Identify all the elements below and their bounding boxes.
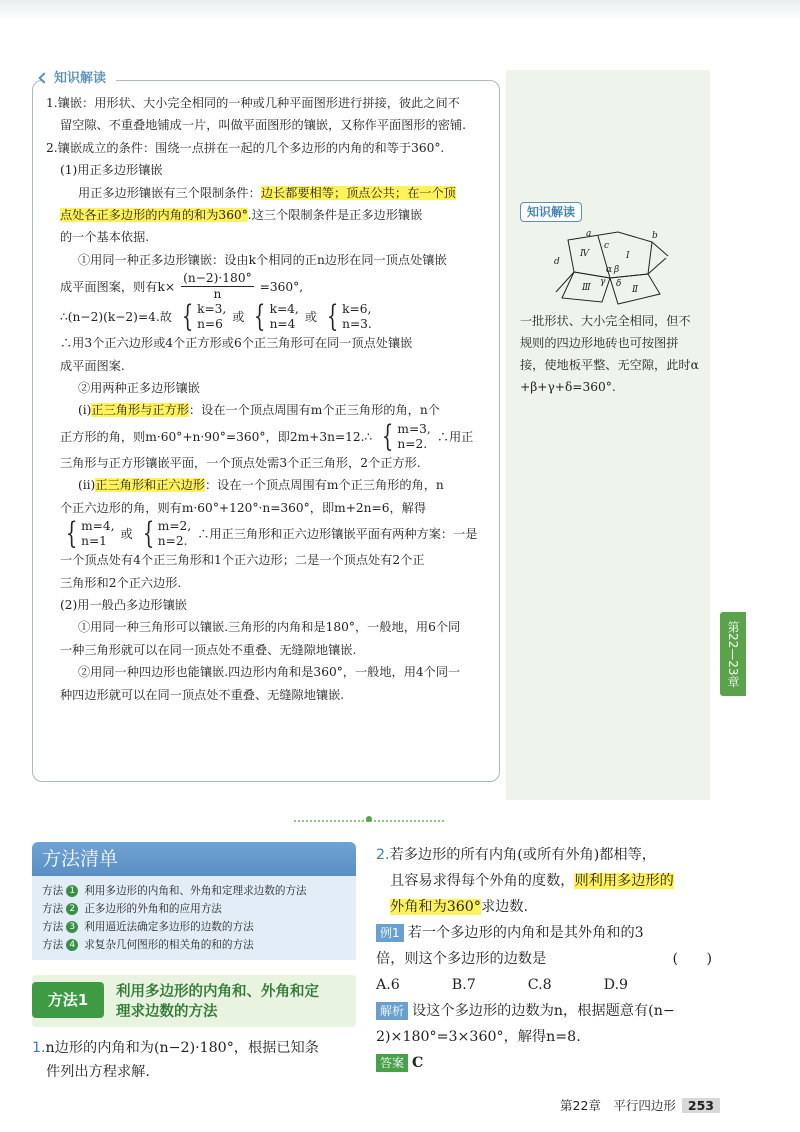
fig-label: Ⅲ bbox=[582, 283, 591, 293]
page-edge bbox=[0, 0, 800, 20]
c1-system-2 bbox=[250, 299, 299, 335]
c2i-line-2 bbox=[46, 418, 496, 454]
knowledge-content bbox=[46, 92, 496, 706]
analysis-text: 设这个多边形的边数为n，根据题意有(n− bbox=[412, 1003, 675, 1019]
options bbox=[376, 972, 712, 998]
side-note-text bbox=[520, 310, 706, 398]
c2-title: ②用两种正多边形镶嵌 bbox=[78, 381, 200, 396]
point-text: 求边数. bbox=[480, 899, 529, 915]
c2ii-hl: 正三角形和正六边形 bbox=[95, 478, 205, 493]
side-note-tag: 知识解读 bbox=[520, 202, 582, 222]
method-text: 利用多边形的内角和、外角和定理求边数的方法 bbox=[84, 885, 307, 897]
s1-line-3: 的一个基本依据. bbox=[60, 230, 150, 245]
fig-label: Ⅱ bbox=[632, 285, 639, 295]
c2i-l2-tail: ∴用正 bbox=[436, 429, 474, 444]
answer-tag: 答案 bbox=[376, 1054, 408, 1072]
sys-line: k=6, bbox=[342, 302, 372, 317]
c2ii-line-1 bbox=[46, 474, 496, 496]
side-line: 规则的四边形地砖也可按图拼 bbox=[520, 336, 679, 350]
c2i-text: ：设在一个顶点周围有m个正三角形的角，n个 bbox=[188, 403, 440, 418]
c1-frac-num: (n−2)·180° bbox=[183, 271, 252, 286]
c2i-hl: 正三角形与正方形 bbox=[91, 403, 189, 418]
c2i-l2-text: 正方形的角，则m·60°+n·90°=360°，即2m+3n=12.∴ bbox=[60, 429, 373, 444]
sys-line: k=3, bbox=[197, 302, 227, 317]
method-number-badge: 3 bbox=[66, 921, 78, 933]
fig-label: δ bbox=[616, 279, 622, 289]
example-text: 若一个多边形的内角和是其外角和的3 bbox=[407, 925, 644, 941]
c1-system-1 bbox=[178, 299, 227, 335]
method1-title bbox=[116, 982, 352, 1022]
fig-label: c bbox=[604, 241, 610, 251]
footer-chapter: 第22章 平行四边形 bbox=[560, 1098, 676, 1113]
method1-point-1 bbox=[32, 1036, 362, 1084]
or-word: 或 bbox=[120, 526, 133, 541]
brace-icon: { bbox=[181, 299, 194, 335]
method-number-badge: 4 bbox=[66, 939, 78, 951]
tiling-figure bbox=[548, 228, 678, 308]
point-text: 若多边形的所有内角(或所有外角)都相等， bbox=[389, 847, 656, 863]
c1-line-3 bbox=[46, 299, 496, 335]
section-1-title: (1)用正多边形镶嵌 bbox=[60, 163, 163, 178]
para-1b: 留空隙、不重叠地铺成一片，叫做平面图形的镶嵌，又称作平面图形的密铺. bbox=[60, 118, 467, 133]
c1-system-3 bbox=[323, 299, 372, 335]
page-number: 253 bbox=[682, 1098, 720, 1113]
option-d[interactable]: D.9 bbox=[603, 977, 629, 993]
method-text: 求复杂几何图形的相关角的和的方法 bbox=[84, 939, 254, 951]
s1-l1-hl1: 边长都要相等 bbox=[260, 185, 334, 200]
method-item-1[interactable] bbox=[42, 882, 356, 900]
answer-blank[interactable]: ( ) bbox=[672, 951, 712, 967]
para-2: 2.镶嵌成立的条件：围绕一点拼在一起的几个多边形的内角的和等于360°. bbox=[46, 140, 445, 155]
s2-line-4: 种四边形就可以在同一顶点处不重叠、无缝隙地镶嵌. bbox=[60, 687, 345, 702]
sys-line: n=4 bbox=[269, 317, 296, 332]
s1-line-2 bbox=[46, 204, 496, 226]
point-number: 2. bbox=[376, 847, 390, 863]
fig-label: α bbox=[606, 265, 613, 275]
fig-label: γ bbox=[600, 277, 606, 287]
c2ii-prefix: (ii) bbox=[78, 478, 96, 493]
brace-icon: { bbox=[326, 299, 339, 335]
method1-badge: 方法1 bbox=[32, 982, 104, 1018]
method-number-badge: 1 bbox=[66, 885, 78, 897]
s1-l1-text: 用正多边形镶嵌有三个限制条件： bbox=[78, 185, 261, 200]
c1-frac-den: n bbox=[213, 287, 222, 302]
c1-line-4: ∴用3个正六边形或4个正方形或6个正三角形可在同一顶点处镶嵌 bbox=[60, 336, 413, 351]
page-footer bbox=[560, 1096, 720, 1114]
example-text: 倍，则这个多边形的边数是 bbox=[376, 951, 547, 967]
knowledge-box-tag: 知识解读 bbox=[44, 68, 116, 90]
method1-title-line: 理求边数的方法 bbox=[116, 1004, 218, 1020]
sys-line: n=6 bbox=[197, 317, 223, 332]
method-item-4[interactable] bbox=[42, 936, 356, 954]
fig-label: b bbox=[652, 231, 658, 241]
method-list-title: 方法清单 bbox=[32, 842, 356, 876]
c1-fraction bbox=[181, 271, 254, 302]
method-prefix: 方法 bbox=[42, 885, 64, 897]
side-line: 一批形状、大小完全相同，但不 bbox=[520, 314, 691, 328]
or-word: 或 bbox=[232, 310, 245, 325]
analysis-text: 2)×180°=3×360°，解得n=8. bbox=[376, 1029, 581, 1045]
option-c[interactable]: C.8 bbox=[527, 977, 552, 993]
section-2-title: (2)用一般凸多边形镶嵌 bbox=[60, 597, 187, 612]
sys-line: m=3, bbox=[397, 421, 431, 436]
c1-l2-tail: =360°, bbox=[259, 279, 304, 294]
point-text: n边形的内角和为(n−2)·180°，根据已知条 bbox=[45, 1040, 319, 1056]
s1-l1-hl3: 在一个顶 bbox=[407, 185, 456, 200]
sys-line: n=2. bbox=[397, 436, 428, 451]
s1-l1-hl2: 顶点公共 bbox=[346, 185, 395, 200]
divider-dot bbox=[366, 816, 372, 822]
method-text: 正多边形的外角和的应用方法 bbox=[84, 903, 222, 915]
sys-line: n=3. bbox=[342, 317, 372, 332]
brace-icon: { bbox=[382, 418, 394, 454]
method-prefix: 方法 bbox=[42, 921, 64, 933]
fig-label: Ⅳ bbox=[580, 249, 589, 259]
sys-line: k=4, bbox=[269, 302, 299, 317]
c2ii-system-2 bbox=[139, 516, 192, 552]
method-prefix: 方法 bbox=[42, 903, 64, 915]
side-line: +β+γ+δ=360°. bbox=[520, 380, 616, 394]
method-item-3[interactable] bbox=[42, 918, 356, 936]
option-b[interactable]: B.7 bbox=[451, 977, 476, 993]
point-number: 1. bbox=[32, 1040, 46, 1056]
point-text: 件列出方程求解. bbox=[46, 1064, 150, 1080]
s1-l1-sep1: ； bbox=[333, 185, 347, 200]
method1-title-line: 利用多边形的内角和、外角和定 bbox=[116, 984, 319, 1000]
point-highlight: 外角和为360° bbox=[390, 899, 481, 915]
c2i-prefix: (i) bbox=[78, 403, 92, 418]
brace-icon: { bbox=[65, 516, 78, 552]
c2i-system bbox=[378, 418, 431, 454]
c2ii-line-5: 三角形和2个正六边形. bbox=[60, 575, 182, 590]
analysis-tag: 解析 bbox=[376, 1002, 408, 1020]
c2i-line-3: 三角形与正方形镶嵌平面，一个顶点处需3个正三角形，2个正方形. bbox=[60, 455, 421, 470]
s1-l2-text: .这三个限制条件是正多边形镶嵌 bbox=[247, 208, 423, 223]
method-item-2[interactable] bbox=[42, 900, 356, 918]
or-word: 或 bbox=[304, 310, 317, 325]
c2ii-text: ：设在一个顶点周围有m个正三角形的角，n bbox=[205, 478, 444, 493]
c1-line-2 bbox=[46, 271, 496, 302]
point-highlight: 则利用多边形的 bbox=[574, 873, 674, 889]
method-list bbox=[32, 876, 356, 960]
fig-label: a bbox=[586, 229, 592, 239]
c1-line-5: 成平面图案. bbox=[60, 358, 125, 373]
sys-line: n=1 bbox=[81, 534, 107, 549]
chapter-tab[interactable]: 第22—23章 bbox=[720, 612, 746, 696]
brace-icon: { bbox=[254, 299, 266, 335]
fig-label: d bbox=[554, 257, 560, 267]
brace-icon: { bbox=[142, 516, 154, 552]
c2i-line-1 bbox=[46, 399, 496, 421]
sys-line: m=2, bbox=[157, 519, 192, 534]
s2-line-1: ①用同一种三角形可以镶嵌.三角形的内角和是180°，一般地，用6个同 bbox=[78, 620, 461, 635]
c2ii-system-1 bbox=[62, 516, 115, 552]
s2-line-3: ②用同一种四边形也能镶嵌.四边形内角和是360°，一般地，用4个同一 bbox=[78, 665, 461, 680]
sys-line: m=4, bbox=[81, 519, 115, 534]
right-column bbox=[376, 842, 712, 1076]
c2ii-line-2: 个正六边形的角，则有m·60°+120°·n=360°，即m+2n=6，解得 bbox=[60, 500, 427, 515]
right-margin-background bbox=[506, 70, 710, 800]
c1-l3-text: ∴(n−2)(k−2)=4.故 bbox=[60, 310, 172, 325]
c2ii-l3-text: ∴用正三角形和正六边形镶嵌平面有两种方案：一是 bbox=[197, 526, 478, 541]
point-text: 且容易求得每个外角的度数， bbox=[390, 873, 575, 889]
example-tag: 例1 bbox=[376, 924, 404, 942]
side-line: 接，使地板平整、无空隙，此时α bbox=[520, 358, 699, 372]
method-text: 利用逼近法确定多边形的边数的方法 bbox=[84, 921, 254, 933]
sys-line: n=2. bbox=[157, 534, 188, 549]
para-1a: 1.镶嵌：用形状、大小完全相同的一种或几种平面图形进行拼接，彼此之间不 bbox=[46, 96, 460, 110]
s2-line-2: 一种三角形就可以在同一顶点处不重叠、无缝隙地镶嵌. bbox=[60, 642, 357, 657]
c1-l2-text: 成平面图案，则有k× bbox=[60, 279, 176, 294]
method-number-badge: 2 bbox=[66, 903, 78, 915]
method-prefix: 方法 bbox=[42, 939, 64, 951]
s1-line-1 bbox=[46, 182, 496, 204]
answer-value: C bbox=[412, 1055, 424, 1071]
fig-label: Ⅰ bbox=[626, 251, 630, 261]
option-a[interactable]: A.6 bbox=[376, 977, 400, 993]
c1-line-1: ①用同一种正多边形镶嵌：设由k个相同的正n边形在同一顶点处镶嵌 bbox=[78, 252, 447, 267]
c2ii-line-3 bbox=[46, 516, 496, 552]
s1-l1-sep2: ； bbox=[394, 185, 408, 200]
c2ii-line-4: 一个顶点处有4个正三角形和1个正六边形；二是一个顶点处有2个正 bbox=[60, 553, 425, 568]
fig-label: β bbox=[614, 265, 620, 275]
s1-l2-hl: 点处各正多边形的内角的和为360° bbox=[60, 208, 248, 223]
